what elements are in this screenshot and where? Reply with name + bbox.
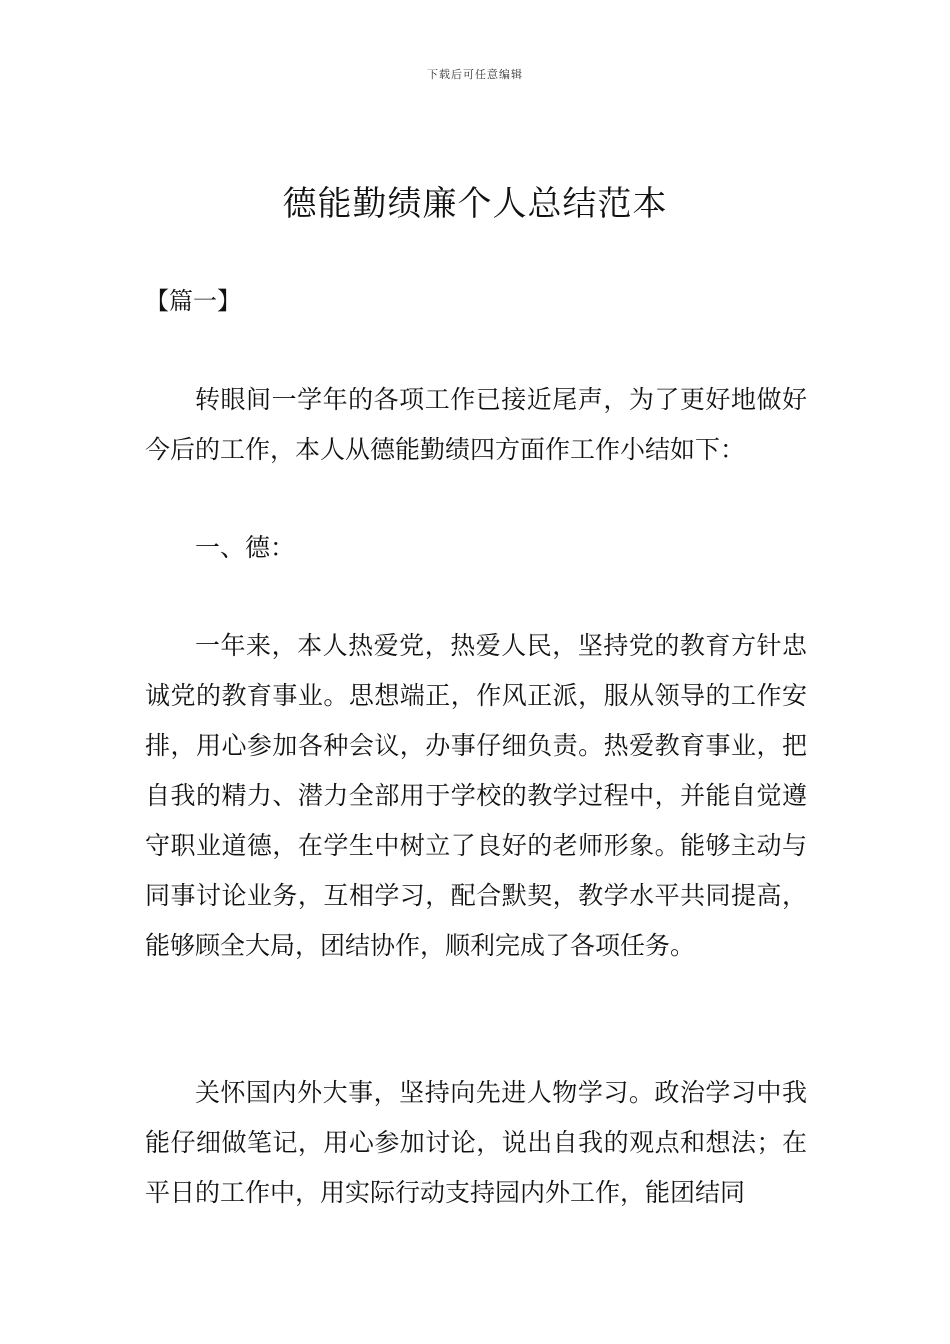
header-note: 下载后可任意编辑 <box>427 68 523 81</box>
paragraph-intro: 转眼间一学年的各项工作已接近尾声，为了更好地做好今后的工作，本人从德能勤绩四方面作工作小结如下： <box>145 385 807 464</box>
paragraph-current-affairs: 关怀国内外大事，坚持向先进人物学习。政治学习中我能仔细做笔记，用心参加讨论，说出自我的观点和想法；在平日的工作中，用实际行动支持园内外工作，能团结同 <box>145 1078 807 1207</box>
paragraph-heading-de: 一、德： <box>195 533 296 562</box>
paragraph-de-body: 一年来，本人热爱党，热爱人民，坚持党的教育方针忠诚党的教育事业。思想端正，作风正派，服从领导的工作安排，用心参加各种会议，办事仔细负责。热爱教育事业，把自我的精力、潜力全部用于学校的教学过程中，并能自觉遵守职业道德，在学生中树立了良好的老师形象。能够主动与同事讨论业务，互相学习，配合默契，教学水平共同提高，能够顾全大局，团结协作，顺利完成了各项任务。 <box>145 631 807 960</box>
section-label: 【篇一】 <box>145 287 241 315</box>
document-title: 德能勤绩廉个人总结范本 <box>282 184 668 224</box>
